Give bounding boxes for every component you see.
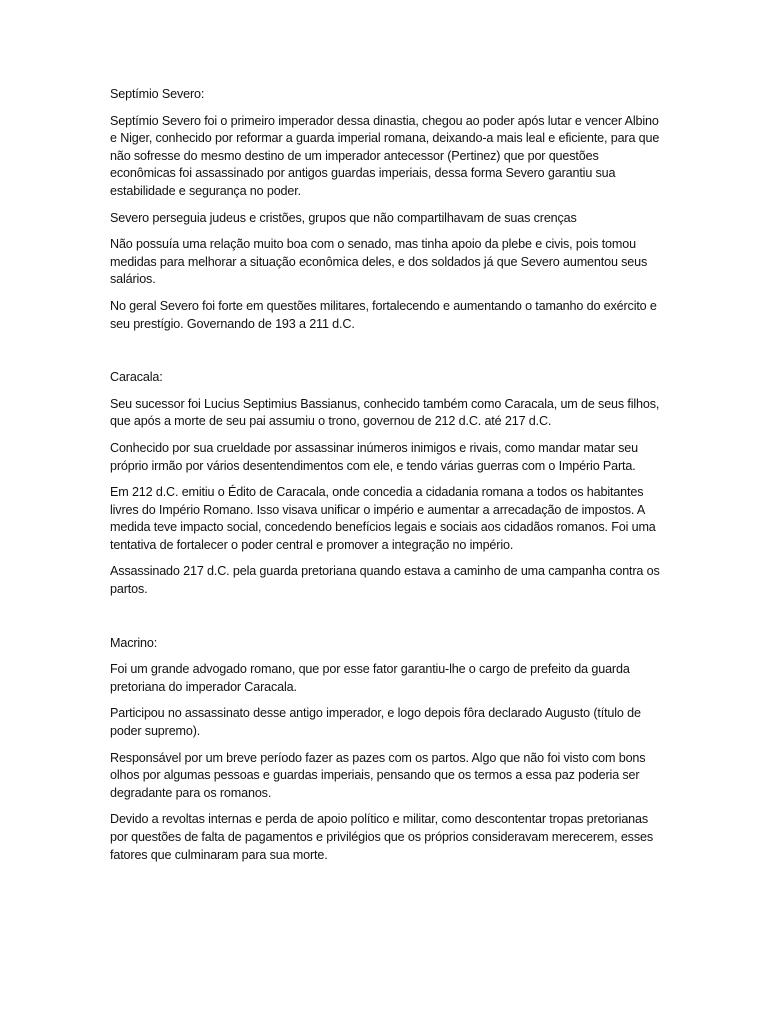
section-title: Caracala: [110, 370, 163, 385]
section-title: Septímio Severo: [110, 87, 205, 101]
paragraph: Não possuía uma relação muito boa com o senado, mas tinha apoio da plebe e civis, pois tomou medidas para melhorar a situação econômica deles, e dos soldados já que Severo aumentou seus salários. [110, 237, 648, 287]
paragraph: Severo perseguia judeus e cristões, grupos que não compartilhavam de suas crenças [110, 210, 577, 225]
paragraph: Foi um grande advogado romano, que por esse fator garantiu-lhe o cargo de prefeito da guarda pretoriana do imperador Caracala. [110, 662, 630, 694]
paragraph: Em 212 d.C. emitiu o Édito de Caracala, onde concedia a cidadania romana a todos os habitantes livres do Império Romano. Isso visava unificar o império e aumentar a arrecadação de impostos. A medida teve impacto social, concedendo benefícios legais e sociais aos cidadãos romanos. Foi uma tentativa de fortalecer o poder central e promover a integração no império. [110, 485, 656, 552]
section-spacer [110, 342, 665, 369]
section-title: Macrino: [110, 635, 158, 650]
section-spacer [110, 608, 665, 635]
paragraph: No geral Severo foi forte em questões militares, fortalecendo e aumentando o tamanho do exército e seu prestígio. Governando de 193 a 211 d.C. [110, 298, 657, 331]
section-septimio-severo [110, 86, 665, 333]
section-macrino [110, 635, 665, 865]
section-caracala [110, 369, 665, 599]
paragraph: Assassinado 217 d.C. pela guarda pretoriana quando estava a caminho de uma campanha contra os partos. [110, 564, 660, 597]
document-body [110, 86, 665, 873]
paragraph: Septímio Severo foi o primeiro imperador dessa dinastia, chegou ao poder após lutar e vencer Albino e Niger, conhecido por reformar a guarda imperial romana, deixando-a mais leal e eficiente, para que não sofresse do mesmo destino de um imperador antecessor (Pertinez) que por questões econômicas foi assassinado por antigos guardas imperiais, dessa forma Severo garantiu sua estabilidade e segurança no poder. [110, 113, 660, 198]
paragraph: Seu sucessor foi Lucius Septimius Bassianus, conhecido também como Caracala, um de seus filhos, que após a morte de seu pai assumiu o trono, governou de 212 d.C. até 217 d.C. [110, 396, 660, 429]
paragraph: Responsável por um breve período fazer as pazes com os partos. Algo que não foi visto com bons olhos por algumas pessoas e guardas imperiais, pensando que os termos a essa paz poderia ser degradante para os romanos. [110, 750, 646, 800]
paragraph: Devido a revoltas internas e perda de apoio político e militar, como descontentar tropas pretorianas por questões de falta de pagamentos e privilégios que os próprios consideravam merecerem, esses fatores que culminaram para sua morte. [110, 812, 653, 862]
paragraph: Conhecido por sua crueldade por assassinar inúmeros inimigos e rivais, como mandar matar seu próprio irmão por vários desentendimentos com ele, e tendo várias guerras com o Império Parta. [110, 440, 638, 473]
paragraph: Participou no assassinato desse antigo imperador, e logo depois fôra declarado Augusto (título de poder supremo). [110, 706, 641, 739]
